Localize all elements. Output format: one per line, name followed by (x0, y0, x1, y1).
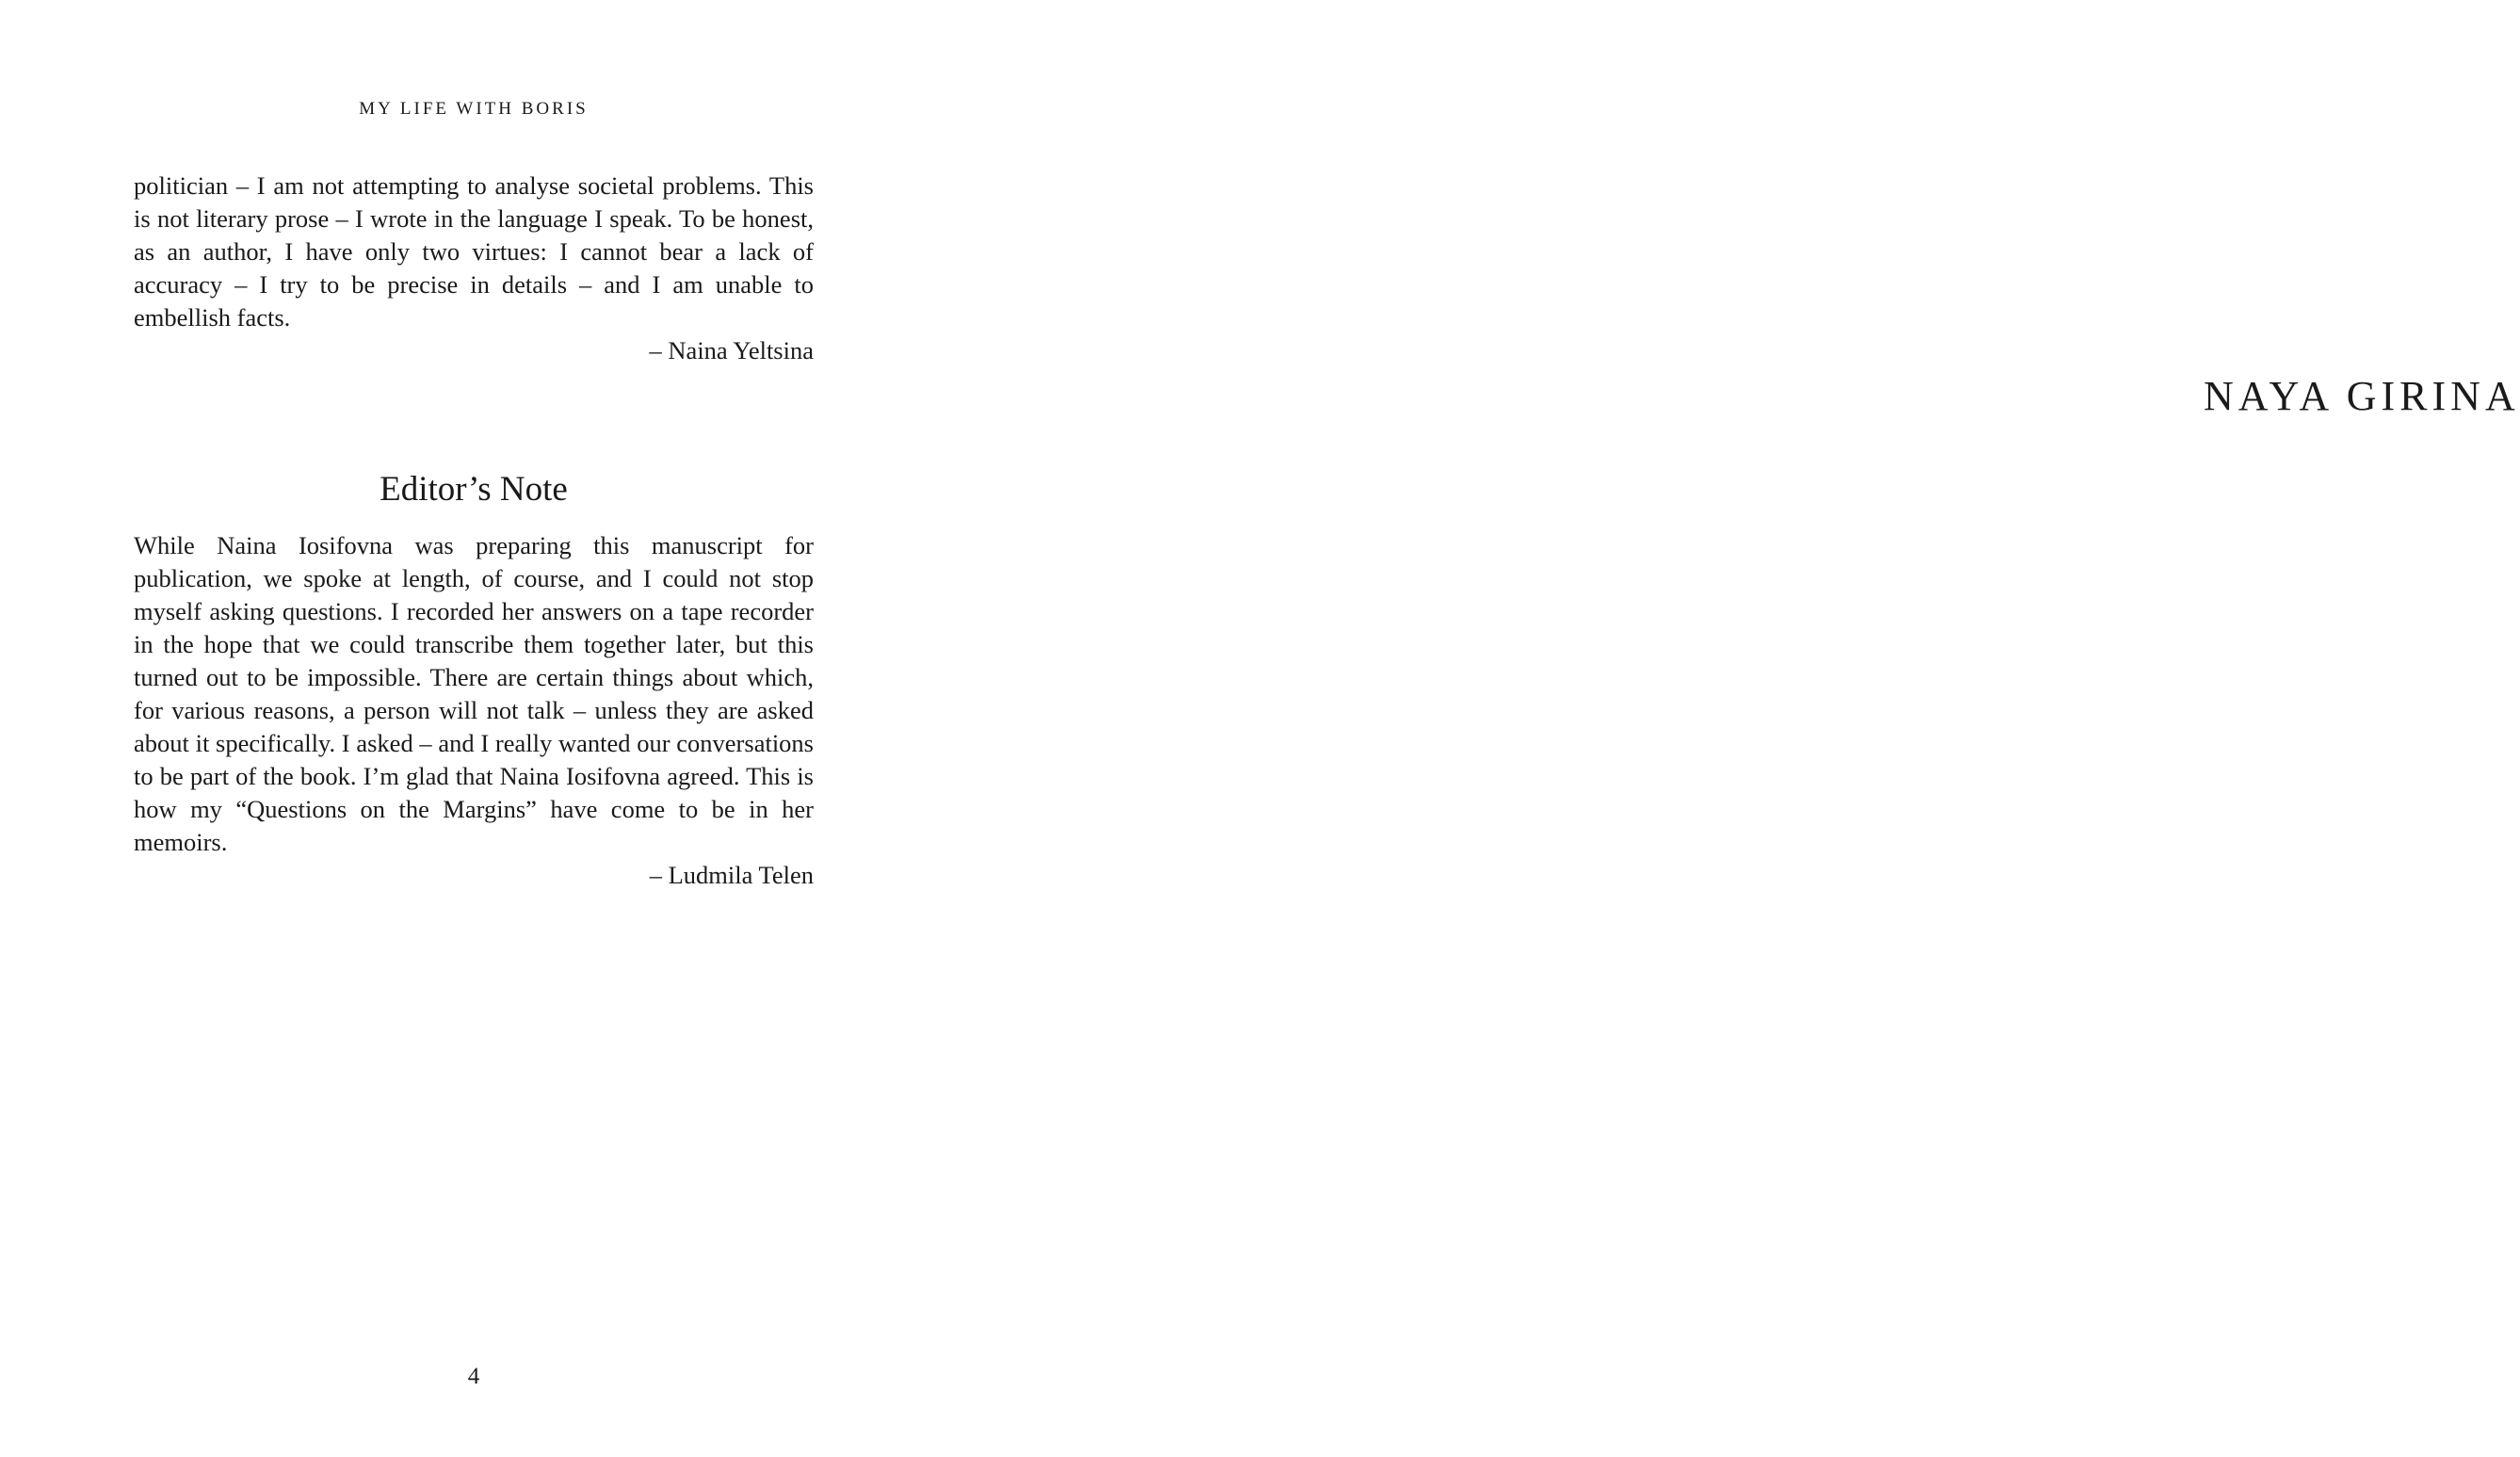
left-page (0, 0, 942, 1457)
editors-note-heading: Editor’s Note (380, 470, 568, 509)
right-page (942, 0, 2520, 1457)
editors-note-paragraph: While Naina Iosifovna was preparing this manuscript for publication, we spoke at length, of course, and I could not stop myself asking questions. I recorded her answers on a tape recorder in the hope that we could transcribe them together later, but this turned out to be impossible. There are certain things about which, for various reasons, a person will not talk – unless they are asked about it specifically. I asked – and I really wanted our conversations to be part of the book. I’m glad that Naina Iosifovna agreed. This is how my “Questions on the Margins” have come to be in her memoirs. (134, 531, 814, 856)
preface-paragraph: politician – I am not attempting to analyse societal problems. This is not literary prose – I wrote in the language I speak. To be honest, as an author, I have only two virtues: I cannot bear a lack of accuracy – I try to be precise in details – and I am unable to embellish facts. (134, 171, 814, 332)
editors-note-signature: – Ludmila Telen (649, 861, 814, 889)
running-head: MY LIFE WITH BORIS (359, 99, 589, 119)
preface-signature: – Naina Yeltsina (649, 336, 814, 364)
name-heading: NAYA GIRINA (2204, 373, 2520, 419)
page-number: 4 (467, 1364, 480, 1389)
